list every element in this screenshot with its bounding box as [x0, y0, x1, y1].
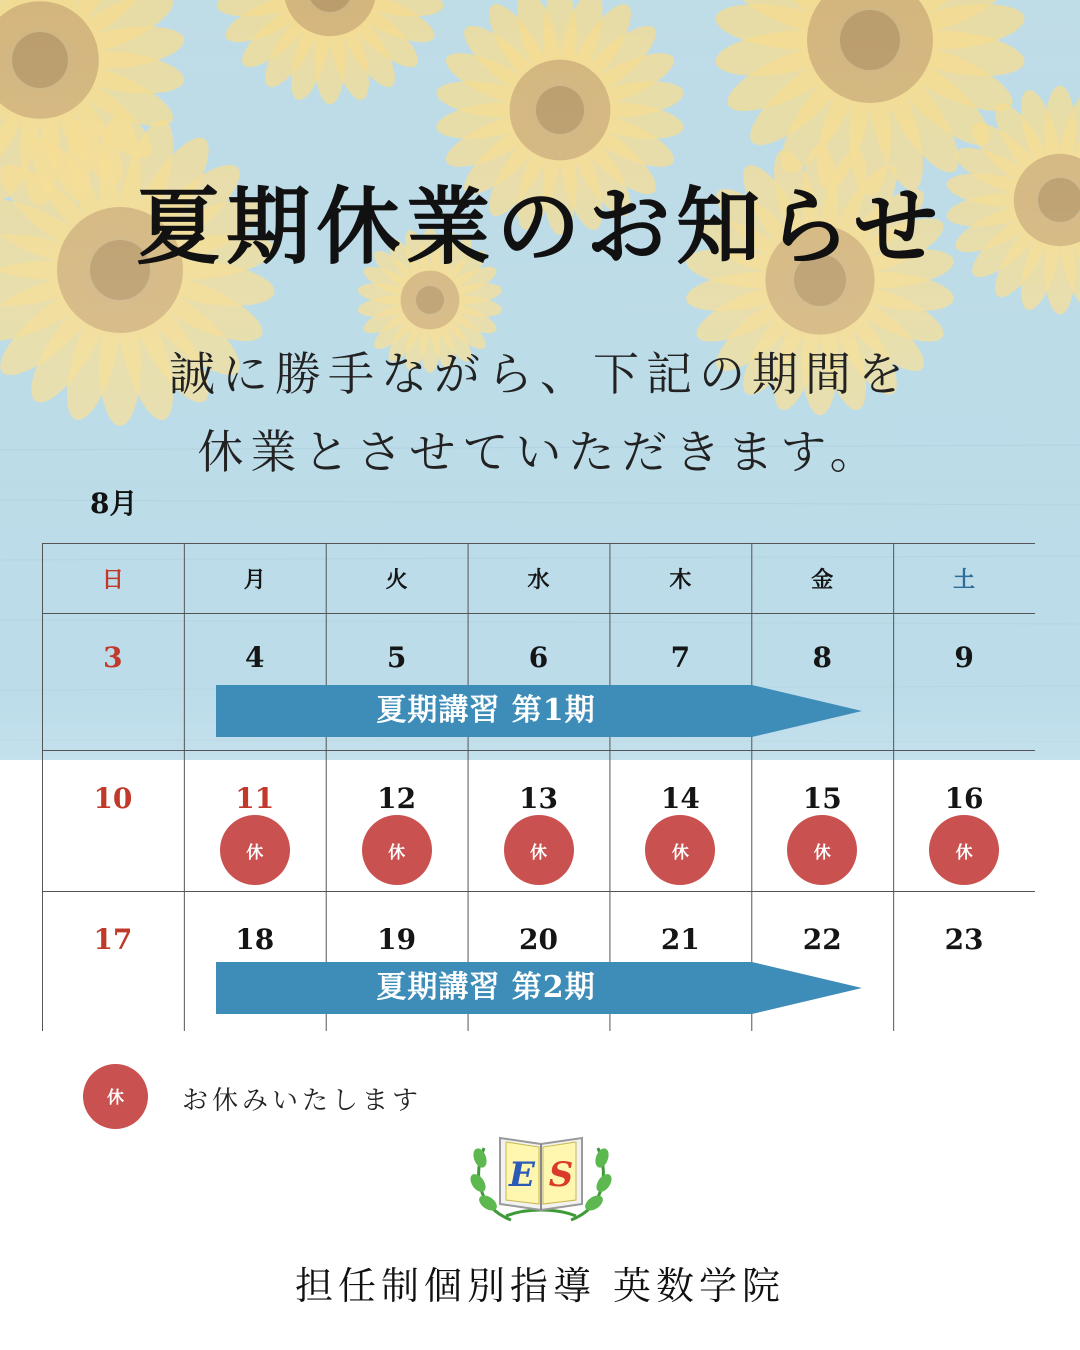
date-cell: 12	[377, 782, 417, 815]
page-title: 夏期休業のお知らせ	[136, 177, 944, 276]
weekday-header: 日	[101, 567, 124, 593]
weekday-header: 土	[953, 567, 976, 593]
date-cell: 19	[377, 923, 417, 956]
date-cell: 7	[670, 641, 691, 674]
date-cell: 6	[528, 641, 549, 674]
weekday-header: 月	[243, 567, 266, 593]
holiday-mark: 休	[220, 815, 290, 885]
date-cell: 10	[93, 782, 133, 815]
date-cell: 22	[802, 923, 842, 956]
legend-mark-text: 休	[107, 1088, 124, 1108]
weekday-header: 木	[669, 567, 692, 593]
date-cell: 17	[93, 923, 133, 956]
weekday-header: 水	[527, 567, 550, 593]
date-cell: 11	[235, 782, 275, 815]
svg-text:S: S	[548, 1155, 574, 1195]
legend-text: お休みいたします	[182, 1086, 423, 1116]
legend-holiday-mark	[83, 1064, 148, 1129]
date-cell: 13	[519, 782, 558, 815]
date-cell: 23	[944, 923, 984, 956]
holiday-mark: 休	[645, 815, 715, 885]
date-cell: 4	[245, 641, 265, 674]
holiday-mark: 休	[787, 815, 857, 885]
session-label: 夏期講習 第1期	[376, 693, 596, 728]
message-line-1: 誠に勝手ながら、下記の期間を	[169, 347, 911, 401]
date-cell: 14	[660, 782, 700, 815]
weekday-header: 金	[811, 567, 834, 593]
holiday-mark: 休	[362, 815, 432, 885]
date-cell: 9	[954, 641, 974, 674]
date-cell: 16	[944, 782, 984, 815]
calendar	[42, 543, 1035, 1031]
date-cell: 15	[802, 782, 842, 815]
weekday-header: 火	[385, 567, 408, 593]
school-logo	[466, 1128, 616, 1228]
date-cell: 21	[660, 923, 700, 956]
month-label: 8月	[90, 487, 138, 520]
date-cell: 8	[812, 641, 832, 674]
session-label: 夏期講習 第2期	[376, 970, 596, 1005]
svg-text:E: E	[509, 1155, 535, 1195]
date-cell: 5	[386, 641, 407, 674]
session-banner	[216, 962, 862, 1014]
closure-message	[0, 335, 1080, 491]
holiday-mark: 休	[929, 815, 999, 885]
date-cell: 20	[519, 923, 558, 956]
date-cell: 18	[235, 923, 275, 956]
date-cell: 3	[103, 641, 123, 674]
session-banner	[216, 685, 862, 737]
message-line-2: 休業とさせていただきます。	[197, 425, 883, 479]
school-name: 担任制個別指導 英数学院	[294, 1264, 786, 1308]
holiday-mark: 休	[504, 815, 574, 885]
